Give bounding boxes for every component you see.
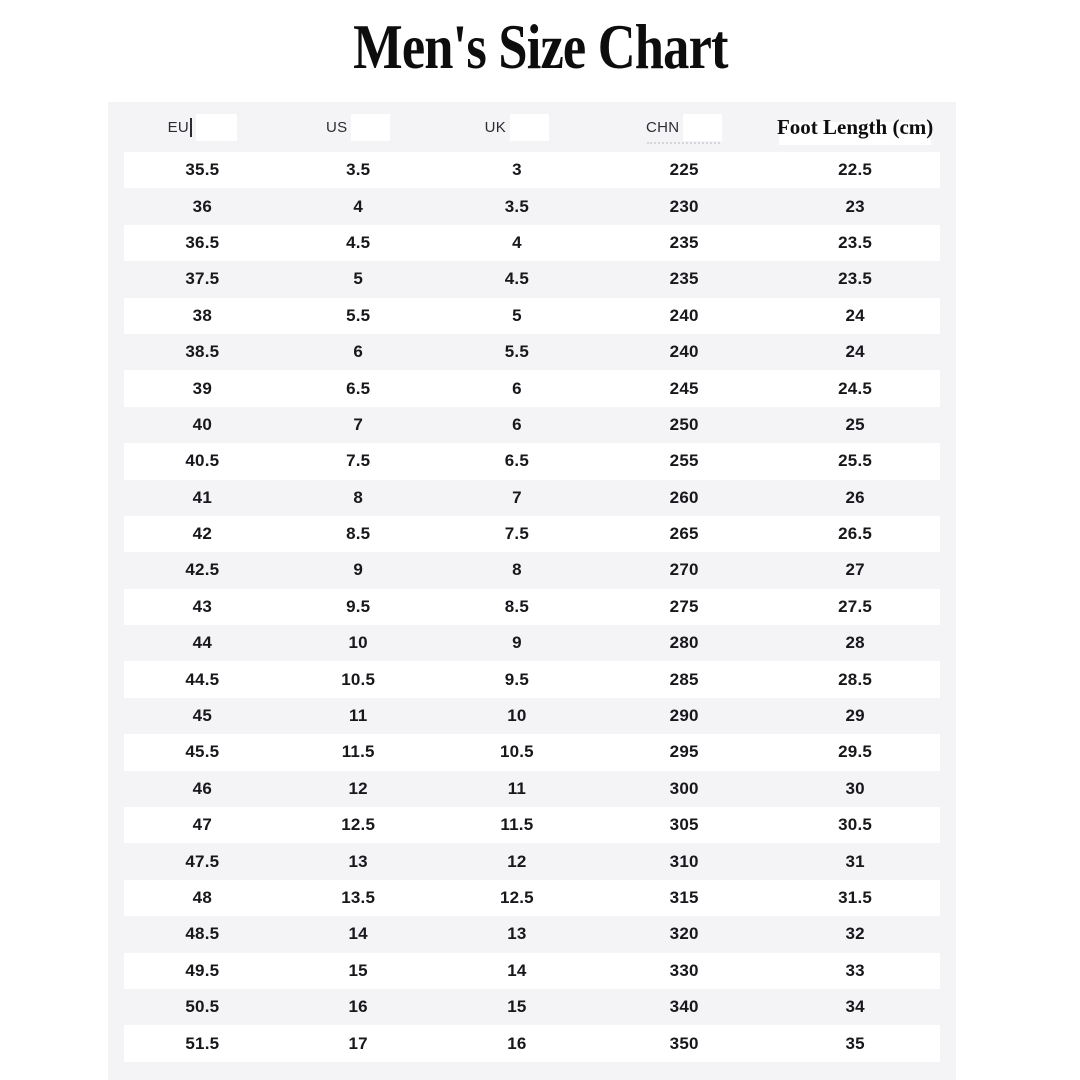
table-row xyxy=(124,188,940,224)
table-row xyxy=(124,152,940,188)
cell-chn: 320 xyxy=(669,924,699,944)
cell-foot-length: 33 xyxy=(845,960,865,980)
cell-uk: 7.5 xyxy=(504,524,529,544)
cell-uk: 3 xyxy=(512,160,522,180)
table-row xyxy=(124,480,940,516)
cell-uk: 4 xyxy=(512,232,522,252)
header-cell-foot-length xyxy=(770,115,940,140)
cell-eu: 36 xyxy=(192,196,212,216)
text-cursor xyxy=(190,118,192,137)
cell-chn: 235 xyxy=(669,269,699,289)
cell-foot-length: 27.5 xyxy=(838,596,873,616)
table-row xyxy=(124,953,940,989)
cell-uk: 10.5 xyxy=(499,742,534,762)
table-row xyxy=(124,843,940,879)
cell-chn: 275 xyxy=(669,596,699,616)
eu-column-label: EU xyxy=(167,118,190,136)
cell-us: 16 xyxy=(348,997,368,1017)
cell-us: 10 xyxy=(348,633,368,653)
cell-eu: 37.5 xyxy=(185,269,220,289)
cell-chn: 270 xyxy=(669,560,699,580)
table-row xyxy=(124,443,940,479)
cell-eu: 42 xyxy=(192,524,212,544)
cell-uk: 8 xyxy=(512,560,522,580)
cell-foot-length: 23.5 xyxy=(838,269,873,289)
cell-us: 5 xyxy=(353,269,364,289)
cell-uk: 15 xyxy=(507,997,527,1017)
cell-chn: 225 xyxy=(669,160,699,180)
cell-us: 6 xyxy=(353,342,364,362)
cell-us: 14 xyxy=(348,924,368,944)
cell-us: 11.5 xyxy=(341,742,375,762)
cell-us: 5.5 xyxy=(346,305,371,325)
cell-foot-length: 26 xyxy=(845,487,865,507)
cell-foot-length: 28 xyxy=(845,633,865,653)
cell-uk: 12.5 xyxy=(499,888,534,907)
cell-foot-length: 23 xyxy=(845,196,865,216)
cell-us: 3.5 xyxy=(346,160,371,180)
cell-chn: 240 xyxy=(669,305,699,325)
cell-eu: 45.5 xyxy=(185,742,220,762)
cell-us: 12 xyxy=(348,778,368,798)
redaction-patch-uk xyxy=(510,114,549,141)
cell-chn: 255 xyxy=(669,451,699,471)
cell-uk: 9.5 xyxy=(504,669,529,689)
cell-eu: 38.5 xyxy=(185,342,220,362)
cell-uk: 7 xyxy=(512,487,522,507)
table-row xyxy=(124,989,940,1025)
cell-uk: 11 xyxy=(507,778,527,798)
cell-chn: 265 xyxy=(669,524,699,544)
header-cell-chn xyxy=(598,114,770,141)
cell-us: 6.5 xyxy=(346,378,371,398)
cell-foot-length: 29.5 xyxy=(838,742,873,762)
table-header-row xyxy=(108,102,956,152)
cell-foot-length: 31.5 xyxy=(838,888,873,907)
cell-uk: 3.5 xyxy=(504,196,529,216)
cell-foot-length: 27 xyxy=(845,560,865,580)
cell-chn: 300 xyxy=(669,778,699,798)
cell-eu: 40.5 xyxy=(185,451,220,471)
cell-eu: 49.5 xyxy=(185,960,220,980)
cell-foot-length: 28.5 xyxy=(838,669,873,689)
cell-eu: 47 xyxy=(192,815,212,835)
table-row xyxy=(124,771,940,807)
cell-eu: 39 xyxy=(192,378,212,398)
table-row xyxy=(124,334,940,370)
cell-eu: 41 xyxy=(192,487,212,507)
cell-eu: 43 xyxy=(192,596,212,616)
cell-chn: 235 xyxy=(669,232,699,252)
cell-foot-length: 34 xyxy=(845,997,865,1017)
uk-column-label: UK xyxy=(484,118,507,136)
header-cell-eu xyxy=(124,114,281,141)
cell-eu: 38 xyxy=(192,305,212,325)
table-row xyxy=(124,552,940,588)
cell-eu: 45 xyxy=(192,706,212,726)
cell-foot-length: 22.5 xyxy=(838,160,873,180)
cell-chn: 350 xyxy=(669,1033,699,1053)
cell-foot-length: 29 xyxy=(845,706,865,726)
cell-chn: 305 xyxy=(669,815,699,835)
table-row xyxy=(124,516,940,552)
cell-us: 13.5 xyxy=(341,888,376,907)
cell-foot-length: 24.5 xyxy=(838,378,873,398)
size-chart-panel xyxy=(108,102,956,1080)
cell-chn: 290 xyxy=(669,706,699,726)
table-row xyxy=(124,1025,940,1061)
cell-chn: 340 xyxy=(669,997,699,1017)
cell-uk: 13 xyxy=(507,924,527,944)
cell-chn: 260 xyxy=(669,487,699,507)
table-row xyxy=(124,298,940,334)
cell-uk: 5 xyxy=(512,305,522,325)
cell-uk: 5.5 xyxy=(504,342,529,362)
cell-chn: 240 xyxy=(669,342,699,362)
table-row xyxy=(124,880,940,916)
table-row xyxy=(124,370,940,406)
table-row xyxy=(124,698,940,734)
cell-foot-length: 25.5 xyxy=(838,451,873,471)
size-table-body xyxy=(108,152,956,1062)
cell-chn: 245 xyxy=(669,378,699,398)
header-cell-uk xyxy=(436,114,598,141)
cell-eu: 36.5 xyxy=(185,232,220,252)
cell-us: 12.5 xyxy=(341,815,376,835)
chn-column-label: CHN xyxy=(645,118,680,136)
cell-chn: 330 xyxy=(669,960,699,980)
cell-foot-length: 32 xyxy=(845,924,865,944)
redaction-patch-eu xyxy=(196,114,237,141)
cell-foot-length: 30.5 xyxy=(838,815,873,835)
cell-chn: 250 xyxy=(669,414,699,434)
cell-eu: 44 xyxy=(192,633,212,653)
table-row xyxy=(124,261,940,297)
foot-length-column-label: Foot Length (cm) xyxy=(776,114,934,139)
cell-us: 7.5 xyxy=(346,451,371,471)
cell-us: 8.5 xyxy=(346,524,371,544)
cell-chn: 295 xyxy=(669,742,699,762)
cell-foot-length: 30 xyxy=(845,778,865,798)
cell-uk: 10 xyxy=(507,706,527,726)
cell-foot-length: 25 xyxy=(845,414,865,434)
cell-uk: 8.5 xyxy=(504,596,529,616)
table-row xyxy=(124,225,940,261)
cell-foot-length: 24 xyxy=(845,342,865,362)
cell-foot-length: 24 xyxy=(845,305,865,325)
redaction-patch-chn xyxy=(683,114,722,141)
redaction-patch-us xyxy=(351,114,390,141)
cell-uk: 6.5 xyxy=(504,451,529,471)
cell-uk: 14 xyxy=(507,960,527,980)
table-row xyxy=(124,807,940,843)
cell-us: 11 xyxy=(349,706,368,726)
table-row xyxy=(124,661,940,697)
cell-chn: 315 xyxy=(669,888,699,907)
cell-uk: 4.5 xyxy=(504,269,529,289)
cell-uk: 6 xyxy=(512,378,522,398)
cell-foot-length: 31 xyxy=(845,851,865,871)
cell-foot-length: 26.5 xyxy=(838,524,873,544)
table-row xyxy=(124,589,940,625)
cell-eu: 40 xyxy=(192,414,212,434)
cell-us: 10.5 xyxy=(341,669,376,689)
cell-us: 7 xyxy=(353,414,364,434)
cell-us: 9.5 xyxy=(346,596,371,616)
table-row xyxy=(124,407,940,443)
cell-us: 13 xyxy=(348,851,368,871)
cell-chn: 285 xyxy=(669,669,699,689)
cell-us: 9 xyxy=(353,560,364,580)
table-row xyxy=(124,916,940,952)
us-column-label: US xyxy=(325,118,348,136)
cell-uk: 6 xyxy=(512,414,522,434)
cell-foot-length: 35 xyxy=(845,1033,865,1053)
cell-eu: 46 xyxy=(192,778,212,798)
cell-eu: 51.5 xyxy=(185,1033,220,1053)
table-row xyxy=(124,625,940,661)
page-title: Men's Size Chart xyxy=(352,11,728,82)
cell-eu: 35.5 xyxy=(185,160,220,180)
cell-us: 8 xyxy=(353,487,364,507)
cell-uk: 12 xyxy=(507,851,527,871)
header-cell-us xyxy=(281,114,436,141)
cell-us: 4 xyxy=(353,196,364,216)
cell-uk: 9 xyxy=(512,633,522,653)
cell-chn: 280 xyxy=(669,633,699,653)
cell-eu: 44.5 xyxy=(185,669,220,689)
cell-chn: 230 xyxy=(669,196,699,216)
cell-uk: 11.5 xyxy=(500,815,534,835)
cell-eu: 48 xyxy=(192,888,212,907)
cell-eu: 47.5 xyxy=(185,851,220,871)
page-title-wrap xyxy=(0,8,1080,86)
cell-chn: 310 xyxy=(669,851,699,871)
cell-uk: 16 xyxy=(507,1033,527,1053)
cell-us: 4.5 xyxy=(346,232,371,252)
cell-eu: 42.5 xyxy=(185,560,220,580)
cell-foot-length: 23.5 xyxy=(838,232,873,252)
table-row xyxy=(124,734,940,770)
cell-eu: 48.5 xyxy=(185,924,220,944)
cell-us: 15 xyxy=(348,960,368,980)
cell-eu: 50.5 xyxy=(185,997,220,1017)
cell-us: 17 xyxy=(348,1033,368,1053)
